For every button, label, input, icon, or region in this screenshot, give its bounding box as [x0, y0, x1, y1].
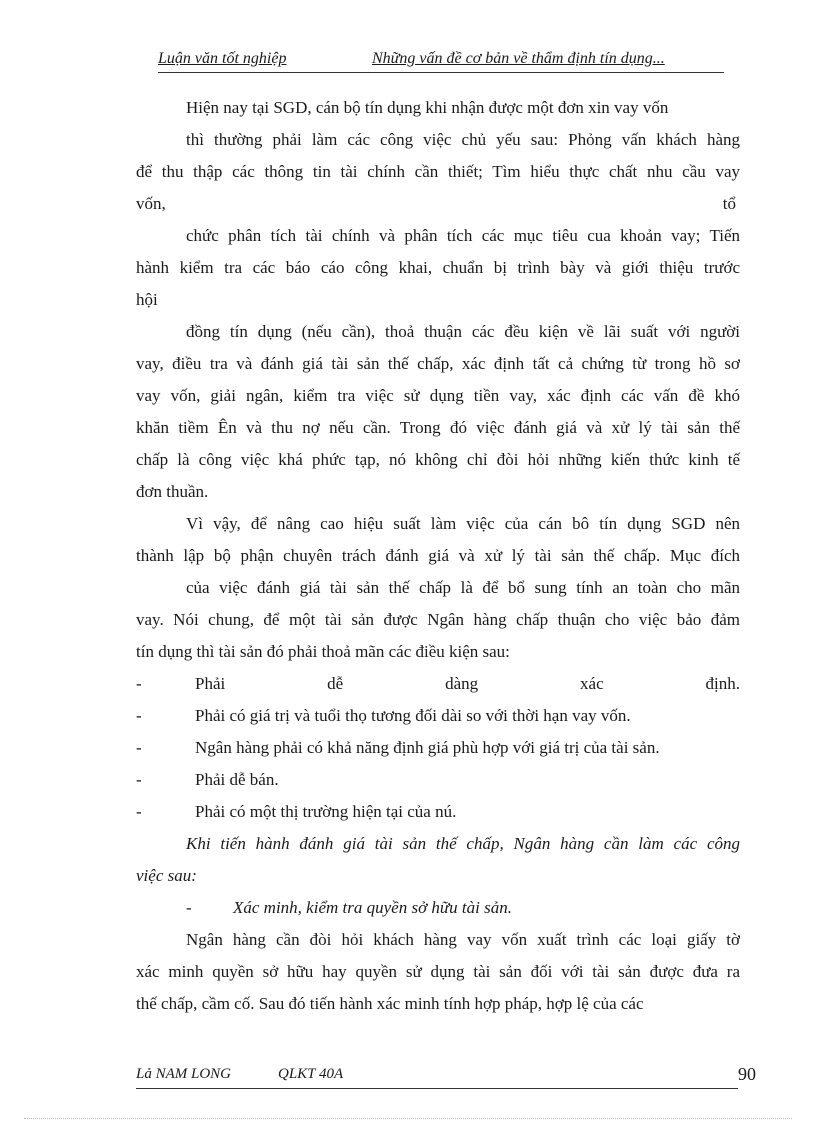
body-line: Ngân hàng cần đòi hỏi khách hàng vay vốn xuất trình các loại giấy tờ	[186, 930, 740, 949]
body-line: khăn tiềm Ên và thu nợ nếu cần. Trong đó việc đánh giá và xử lý tài sản thế	[136, 418, 740, 437]
body-line: vay. Nói chung, để một tài sản được Ngân hàng chấp thuận cho việc bảo đảm	[136, 610, 740, 629]
list-item-text: Phải dễ bán.	[195, 770, 279, 789]
body-line: thế chấp, cầm cố. Sau đó tiến hành xác minh tính hợp pháp, hợp lệ của các	[136, 994, 644, 1013]
body-line: đồng tín dụng (nếu cần), thoả thuận các đều kiện về lãi suất với người	[186, 322, 740, 341]
body-line: chức phân tích tài chính và phân tích các mục tiêu cua khoản vay; Tiến	[186, 226, 740, 245]
body-line: Hiện nay tại SGD, cán bộ tín dụng khi nhận được một đơn xin vay vốn	[186, 98, 669, 117]
body-line: để thu thập các thông tin tài chính cần thiết; Tìm hiểu thực chất nhu cầu vay	[136, 162, 740, 181]
body-line: hội	[136, 290, 158, 309]
body-line: vay vốn, giải ngân, kiểm tra việc sử dụng tiền vay, xác định các vấn đề khó	[136, 386, 740, 405]
body-line-right: tổ	[722, 194, 736, 213]
page-break-divider	[24, 1118, 792, 1119]
footer-author: Lả NAM LONG	[136, 1066, 232, 1082]
body-line: Vì vậy, để nâng cao hiệu suất làm việc của cán bô tín dụng SGD nên	[186, 514, 740, 533]
italic-line: Khi tiến hành đánh giá tài sản thế chấp, Ngân hàng cần làm các công	[186, 834, 740, 853]
footer-class: QLKT 40A	[278, 1066, 344, 1082]
body-line: thành lập bộ phận chuyên trách đánh giá và xử lý tài sản thế chấp. Mục đích	[136, 546, 740, 565]
body-line: đơn thuần.	[136, 482, 209, 501]
bullet-dash: -	[136, 706, 142, 725]
list-item-text: Phải có giá trị và tuổi thọ tương đối dài so với thời hạn vay vốn.	[195, 706, 631, 725]
bullet-dash: -	[136, 674, 142, 693]
list-item	[136, 796, 740, 828]
page-header	[158, 50, 724, 73]
body-line-left: vốn,	[136, 194, 166, 213]
list-item-text: Phải dễ dàng xác định.	[195, 674, 740, 693]
body-line: thì thường phải làm các công việc chủ yếu sau: Phỏng vấn khách hàng	[186, 130, 740, 149]
body-line: hành kiểm tra các báo cáo công khai, chuẩn bị trình bày và giới thiệu trước	[136, 258, 740, 277]
bullet-dash: -	[136, 738, 142, 757]
list-item	[136, 732, 740, 764]
list-item-text: Phải có một thị trường hiện tại của nú.	[195, 802, 457, 821]
body-line: của việc đánh giá tài sản thế chấp là để bổ sung tính an toàn cho mãn	[186, 578, 740, 597]
bullet-dash: -	[136, 770, 142, 789]
list-item	[136, 764, 740, 796]
header-topic-title: Những vấn đề cơ bản về thẩm định tín dụng...	[372, 50, 665, 67]
page-number: 90	[738, 1064, 756, 1084]
header-thesis-label: Luận văn tốt nghiệp	[158, 50, 287, 67]
body-line: tín dụng thì tài sản đó phải thoả mãn các điều kiện sau:	[136, 642, 510, 661]
sub-item-dash: -	[186, 898, 192, 917]
body-line: vay, điều tra và đánh giá tài sản thế chấp, xác định tất cả chứng từ trong hồ sơ	[136, 354, 740, 373]
document-body	[136, 92, 740, 1020]
body-line: chấp là công việc khá phức tạp, nó không chỉ đòi hỏi những kiến thức kinh tế	[136, 450, 740, 469]
list-item	[136, 700, 740, 732]
body-line-split	[136, 188, 740, 220]
sub-item	[136, 892, 740, 924]
body-line: xác minh quyền sở hữu hay quyền sử dụng tài sản đối với tài sản được đưa ra	[136, 962, 740, 981]
bullet-dash: -	[136, 802, 142, 821]
page-footer	[136, 1066, 738, 1089]
list-item	[136, 668, 740, 700]
sub-item-text: Xác minh, kiểm tra quyền sở hữu tài sản.	[233, 898, 512, 917]
italic-line: việc sau:	[136, 866, 197, 885]
list-item-text: Ngân hàng phải có khả năng định giá phù hợp với giá trị của tài sản.	[195, 738, 660, 757]
